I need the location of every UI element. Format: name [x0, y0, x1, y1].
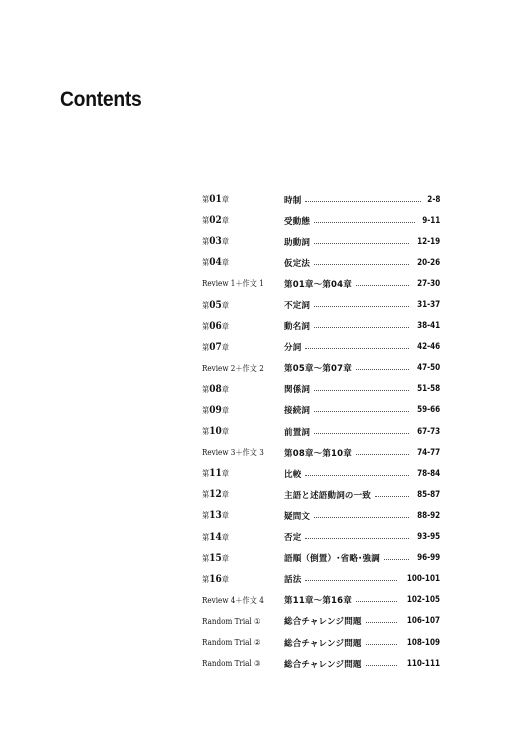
- dot-leader: [314, 242, 409, 244]
- toc-chapter-label: 第05章: [202, 299, 229, 311]
- toc-chapter-label: 第07章: [202, 341, 229, 353]
- toc-row[interactable]: [202, 252, 440, 273]
- toc-page-range: 110-111: [406, 658, 440, 669]
- toc-row[interactable]: [202, 337, 440, 358]
- toc-row[interactable]: [202, 632, 440, 653]
- toc-chapter-label: Review 1＋作文 1: [202, 279, 264, 289]
- toc-page-range: 106-107: [406, 616, 440, 627]
- toc-page-range: 100-101: [406, 574, 440, 585]
- toc-topic: 動名詞: [284, 322, 311, 333]
- toc-row[interactable]: [202, 210, 440, 231]
- toc-topic: 前置詞: [284, 427, 311, 438]
- toc-row[interactable]: [202, 294, 440, 315]
- toc-page-range: 96-99: [416, 553, 440, 564]
- toc-topic: 接続詞: [284, 406, 311, 417]
- toc-topic: 仮定法: [284, 258, 311, 269]
- toc-page-range: 78-84: [416, 468, 440, 479]
- toc-page-range: 88-92: [416, 510, 440, 521]
- toc-page-range: 108-109: [406, 637, 440, 648]
- dot-leader: [356, 453, 409, 455]
- dot-leader: [314, 221, 415, 223]
- toc-chapter-label: Random Trial ②: [202, 638, 261, 648]
- toc-page-range: 38-41: [416, 321, 440, 332]
- toc-topic: 総合チャレンジ問題: [284, 659, 362, 670]
- toc-page-range: 47-50: [416, 363, 440, 374]
- toc-topic: 助動詞: [284, 237, 311, 248]
- toc-page-range: 93-95: [416, 532, 440, 543]
- toc-topic: 否定: [284, 533, 302, 544]
- toc-chapter-label: Random Trial ③: [202, 659, 261, 669]
- toc-topic: 総合チャレンジ問題: [284, 617, 362, 628]
- toc-chapter-label: 第14章: [202, 531, 229, 543]
- toc-topic: 不定詞: [284, 301, 311, 312]
- toc-chapter-label: 第16章: [202, 573, 229, 585]
- toc-row[interactable]: [202, 231, 440, 252]
- toc-topic: 話法: [284, 575, 302, 586]
- toc-topic: 第01章〜第04章: [284, 279, 352, 290]
- dot-leader: [384, 558, 409, 560]
- toc-page-range: 74-77: [416, 447, 440, 458]
- toc-chapter-label: 第01章: [202, 194, 229, 206]
- toc-row[interactable]: [202, 400, 440, 421]
- dot-leader: [366, 643, 397, 645]
- toc-topic: 第11章〜第16章: [284, 596, 352, 607]
- table-of-contents: [202, 189, 440, 674]
- dot-leader: [314, 389, 409, 391]
- dot-leader: [305, 537, 408, 539]
- toc-chapter-label: Review 2＋作文 2: [202, 363, 264, 373]
- dot-leader: [314, 516, 409, 518]
- toc-topic: 関係詞: [284, 385, 311, 396]
- toc-chapter-label: 第13章: [202, 510, 229, 522]
- toc-row[interactable]: [202, 463, 440, 484]
- page-title: Contents: [60, 88, 142, 111]
- toc-chapter-label: 第15章: [202, 552, 229, 564]
- toc-row[interactable]: [202, 548, 440, 569]
- toc-chapter-label: 第10章: [202, 426, 229, 438]
- toc-page-range: 31-37: [416, 300, 440, 311]
- toc-topic: 第08章〜第10章: [284, 448, 352, 459]
- toc-topic: 時制: [284, 195, 302, 206]
- toc-chapter-label: 第08章: [202, 383, 229, 395]
- dot-leader: [356, 284, 409, 286]
- toc-row[interactable]: [202, 611, 440, 632]
- dot-leader: [305, 474, 408, 476]
- toc-row[interactable]: [202, 590, 440, 611]
- toc-topic: 語順（倒置）･省略･強調: [284, 554, 380, 565]
- toc-row[interactable]: [202, 273, 440, 294]
- toc-page-range: 102-105: [406, 595, 440, 606]
- toc-page-range: 85-87: [416, 489, 440, 500]
- toc-page-range: 9-11: [421, 215, 440, 226]
- toc-topic: 疑問文: [284, 511, 311, 522]
- dot-leader: [314, 410, 409, 412]
- dot-leader: [305, 200, 420, 202]
- dot-leader: [314, 326, 409, 328]
- dot-leader: [366, 664, 397, 666]
- toc-chapter-label: 第04章: [202, 257, 229, 269]
- toc-topic: 比較: [284, 469, 302, 480]
- toc-topic: 総合チャレンジ問題: [284, 638, 362, 649]
- toc-chapter-label: 第12章: [202, 489, 229, 501]
- toc-page-range: 59-66: [416, 405, 440, 416]
- dot-leader: [314, 305, 409, 307]
- toc-row[interactable]: [202, 653, 440, 674]
- toc-page-range: 12-19: [416, 236, 440, 247]
- toc-row[interactable]: [202, 442, 440, 463]
- toc-chapter-label: 第11章: [202, 468, 229, 480]
- dot-leader: [356, 600, 397, 602]
- toc-page-range: 20-26: [416, 257, 440, 268]
- toc-page-range: 42-46: [416, 342, 440, 353]
- dot-leader: [314, 432, 409, 434]
- toc-chapter-label: 第06章: [202, 320, 229, 332]
- toc-page-range: 67-73: [416, 426, 440, 437]
- toc-row[interactable]: [202, 316, 440, 337]
- toc-row[interactable]: [202, 505, 440, 526]
- dot-leader: [356, 368, 409, 370]
- toc-chapter-label: Review 3＋作文 3: [202, 448, 264, 458]
- toc-chapter-label: 第02章: [202, 215, 229, 227]
- toc-topic: 受動態: [284, 216, 311, 227]
- toc-row[interactable]: [202, 421, 440, 442]
- toc-chapter-label: Random Trial ①: [202, 616, 261, 626]
- toc-page-range: 51-58: [416, 384, 440, 395]
- dot-leader: [314, 263, 409, 265]
- toc-topic: 主語と述語動詞の一致: [284, 490, 372, 501]
- toc-chapter-label: 第09章: [202, 404, 229, 416]
- toc-page-range: 27-30: [416, 278, 440, 289]
- toc-row[interactable]: [202, 189, 440, 210]
- toc-row[interactable]: [202, 569, 440, 590]
- toc-chapter-label: Review 4＋作文 4: [202, 595, 264, 605]
- dot-leader: [375, 495, 409, 497]
- toc-row[interactable]: [202, 379, 440, 400]
- toc-row[interactable]: [202, 527, 440, 548]
- toc-topic: 分詞: [284, 343, 302, 354]
- toc-row[interactable]: [202, 358, 440, 379]
- toc-row[interactable]: [202, 484, 440, 505]
- toc-page-range: 2-8: [426, 194, 440, 205]
- toc-chapter-label: 第03章: [202, 236, 229, 248]
- dot-leader: [305, 347, 408, 349]
- dot-leader: [366, 621, 397, 623]
- dot-leader: [305, 579, 397, 581]
- toc-topic: 第05章〜第07章: [284, 364, 352, 375]
